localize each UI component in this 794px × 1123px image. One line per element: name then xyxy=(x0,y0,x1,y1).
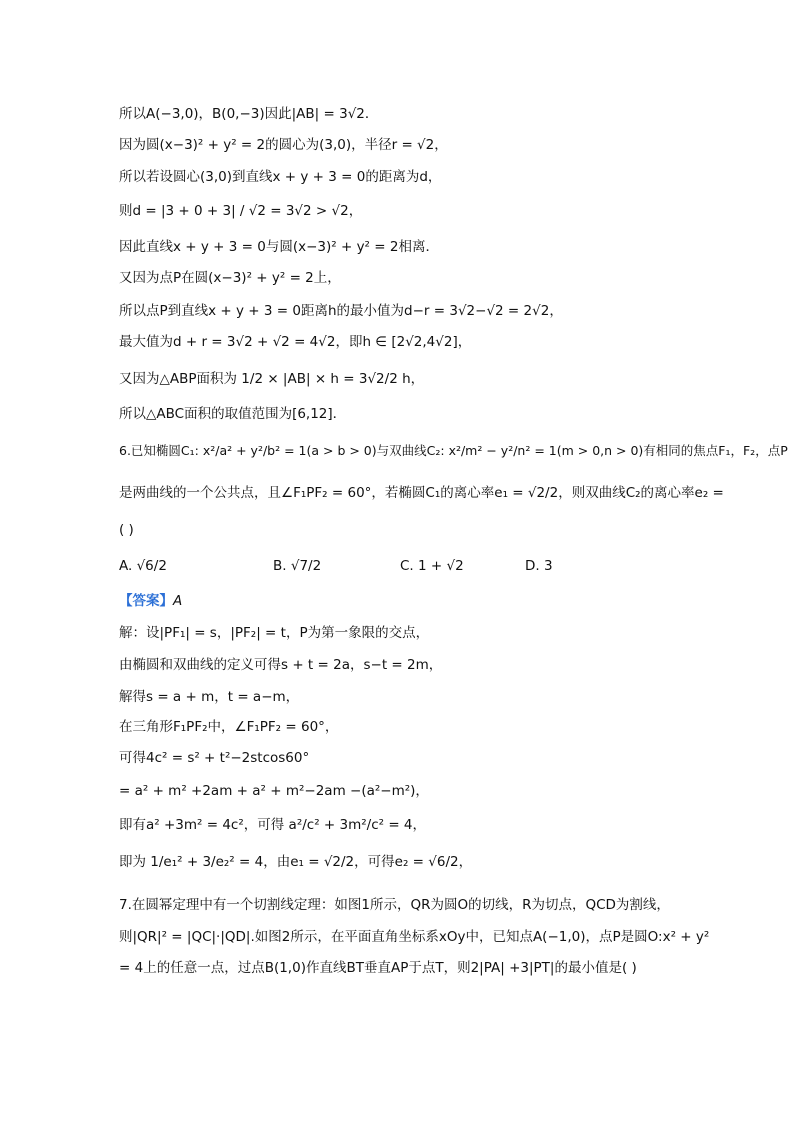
text-line: 所以若设圆心(3,0)到直线x + y + 3 = 0的距离为d， xyxy=(119,169,442,185)
solution-line: 即为 1/e₁² + 3/e₂² = 4，由e₁ = √2/2，可得e₂ = √6/2， xyxy=(119,854,473,870)
option-b: B. √7/2 xyxy=(273,558,322,574)
solution-line: 解：设|PF₁| = s，|PF₂| = t，P为第一象限的交点， xyxy=(119,625,430,641)
solution-line: 由椭圆和双曲线的定义可得s + t = 2a，s−t = 2m， xyxy=(119,657,443,673)
answer-line xyxy=(119,592,182,610)
question-6-line: 是两曲线的一个公共点，且∠F₁PF₂ = 60°，若椭圆C₁的离心率e₁ = √2/2，则双曲线C₂的离心率e₂ = xyxy=(119,485,724,501)
solution-line: = a² + m² +2am + a² + m²−2am −(a²−m²)， xyxy=(119,783,429,799)
question-7-line: 7.在圆幂定理中有一个切割线定理：如图1所示，QR为圆O的切线，R为切点，QCD为割线， xyxy=(119,897,670,913)
solution-line: 即有a² +3m² = 4c²，可得 a²/c² + 3m²/c² = 4， xyxy=(119,817,427,833)
text-line: 又因为点P在圆(x−3)² + y² = 2上， xyxy=(119,270,341,286)
text-line: 所以点P到直线x + y + 3 = 0距离h的最小值为d−r = 3√2−√2 = 2√2， xyxy=(119,303,563,319)
text-line: 所以△ABC面积的取值范围为[6,12]． xyxy=(119,406,347,422)
question-6-paren: ( ) xyxy=(119,522,134,538)
question-7-line: 则|QR|² = |QC|·|QD|.如图2所示，在平面直角坐标系xOy中，已知点A(−1,0)，点P是圆O:x² + y² xyxy=(119,929,710,945)
solution-line: 解得s = a + m，t = a−m， xyxy=(119,689,300,705)
text-line: 所以A(−3,0)，B(0,−3)因此|AB| = 3√2． xyxy=(119,106,379,122)
question-6-line: 6.已知椭圆C₁: x²/a² + y²/b² = 1(a > b > 0)与双曲线C₂: x²/m² − y²/n² = 1(m > 0,n > 0)有相同的焦点F₁，F₂，点P xyxy=(119,443,788,458)
question-7-line: = 4上的任意一点，过点B(1,0)作直线BT垂直AP于点T，则2|PA| +3|PT|的最小值是( ) xyxy=(119,960,637,976)
solution-line: 在三角形F₁PF₂中，∠F₁PF₂ = 60°， xyxy=(119,719,339,735)
text-line: 因为圆(x−3)² + y² = 2的圆心为(3,0)，半径r = √2， xyxy=(119,137,448,153)
option-c: C. 1 + √2 xyxy=(400,558,464,574)
option-a: A. √6/2 xyxy=(119,558,167,574)
answer-tag: 【答案】 xyxy=(119,593,173,609)
option-d: D. 3 xyxy=(525,558,553,574)
solution-line: 可得4c² = s² + t²−2stcos60° xyxy=(119,750,310,766)
text-line: 最大值为d + r = 3√2 + √2 = 4√2，即h ∈ [2√2,4√2]， xyxy=(119,334,472,350)
text-line: 则d = |3 + 0 + 3| / √2 = 3√2 > √2， xyxy=(119,203,363,219)
answer-value: A xyxy=(173,593,183,609)
text-line: 又因为△ABP面积为 1/2 × |AB| × h = 3√2/2 h， xyxy=(119,371,425,387)
text-line: 因此直线x + y + 3 = 0与圆(x−3)² + y² = 2相离． xyxy=(119,239,439,255)
